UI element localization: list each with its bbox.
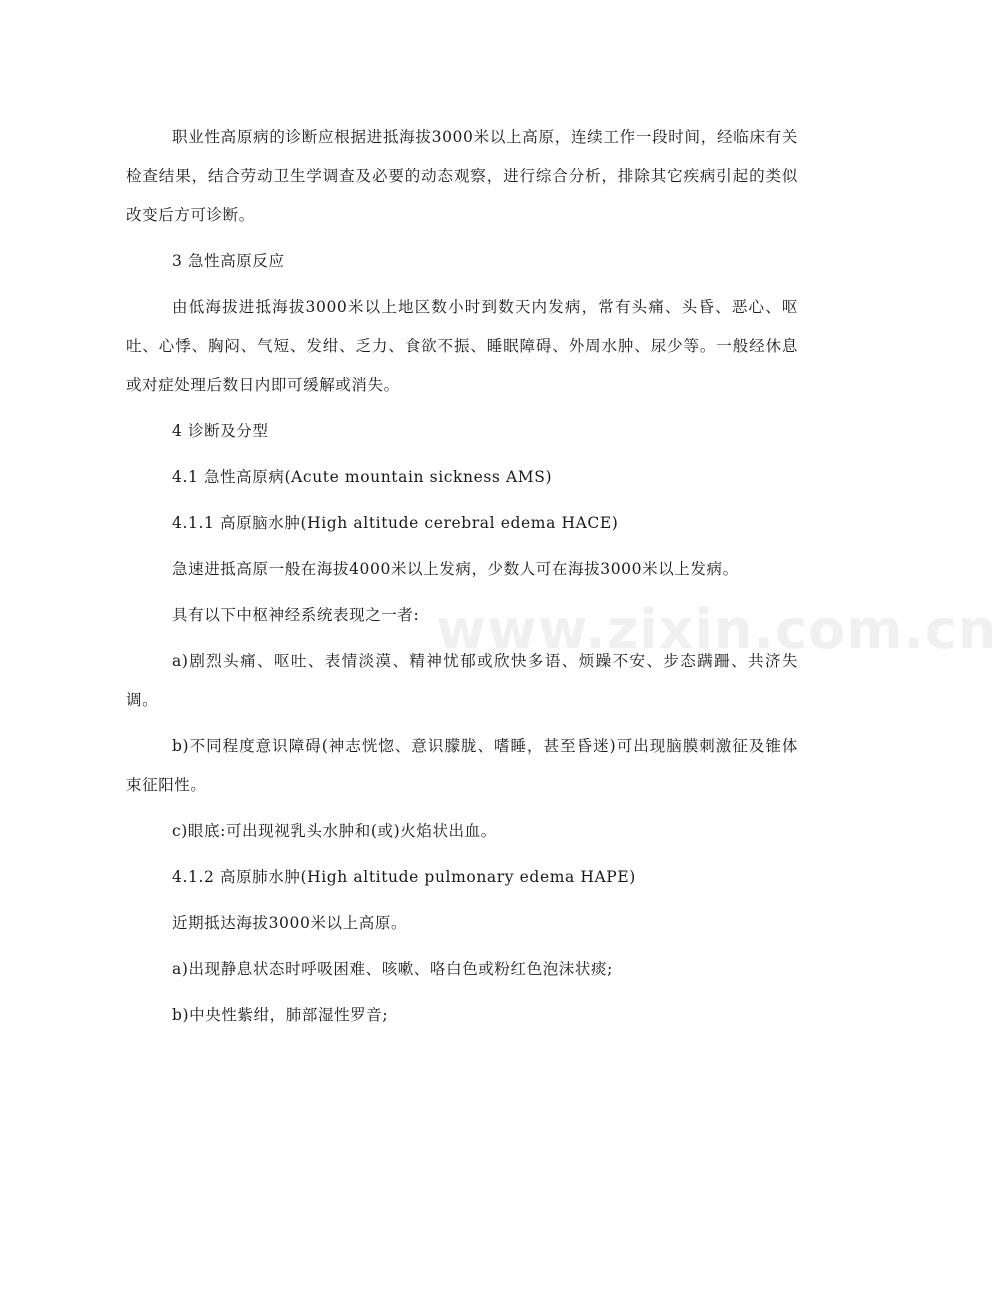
heading-diagnosis-classification: 4 诊断及分型 [172,422,269,440]
heading-acute-reaction: 3 急性高原反应 [172,252,285,270]
paragraph-diagnosis-intro: 职业性高原病的诊断应根据进抵海拔3000米以上高原，连续工作一段时间，经临床有关检查结果，结合劳动卫生学调查及必要的动态观察，进行综合分析，排除其它疾病引起的类似改变后方可诊断。 [126,128,798,224]
list-item-hape-b: b)中央性紫绀，肺部湿性罗音; [172,1006,389,1024]
heading-ams: 4.1 急性高原病(Acute mountain sickness AMS) [172,468,553,486]
watermark: www.zixin.com.cn [436,598,997,661]
paragraph-hace-criteria: 具有以下中枢神经系统表现之一者: [172,606,420,624]
list-item-hace-c: c)眼底:可出现视乳头水肿和(或)火焰状出血。 [172,822,497,840]
paragraph-hace-onset: 急速进抵高原一般在海拔4000米以上发病，少数人可在海拔3000米以上发病。 [172,560,739,578]
heading-hape: 4.1.2 高原肺水肿(High altitude pulmonary edema HAPE) [172,868,636,886]
paragraph-hape-onset: 近期抵达海拔3000米以上高原。 [172,914,408,932]
list-item-hace-a: a)剧烈头痛、呕吐、表情淡漠、精神忧郁或欣快多语、烦躁不安、步态蹒跚、共济失调。 [126,652,798,709]
paragraph-acute-reaction: 由低海拔进抵海拔3000米以上地区数小时到数天内发病，常有头痛、头昏、恶心、呕吐、心悸、胸闷、气短、发绀、乏力、食欲不振、睡眠障碍、外周水肿、尿少等。一般经休息或对症处理后数日内即可缓解或消失。 [126,298,798,394]
list-item-hace-b: b)不同程度意识障碍(神志恍惚、意识朦胧、嗜睡，甚至昏迷)可出现脑膜刺激征及锥体束征阳性。 [126,737,798,794]
list-item-hape-a: a)出现静息状态时呼吸困难、咳嗽、咯白色或粉红色泡沫状痰; [172,960,613,978]
heading-hace: 4.1.1 高原脑水肿(High altitude cerebral edema HACE) [172,514,619,532]
document-body [126,118,798,1035]
